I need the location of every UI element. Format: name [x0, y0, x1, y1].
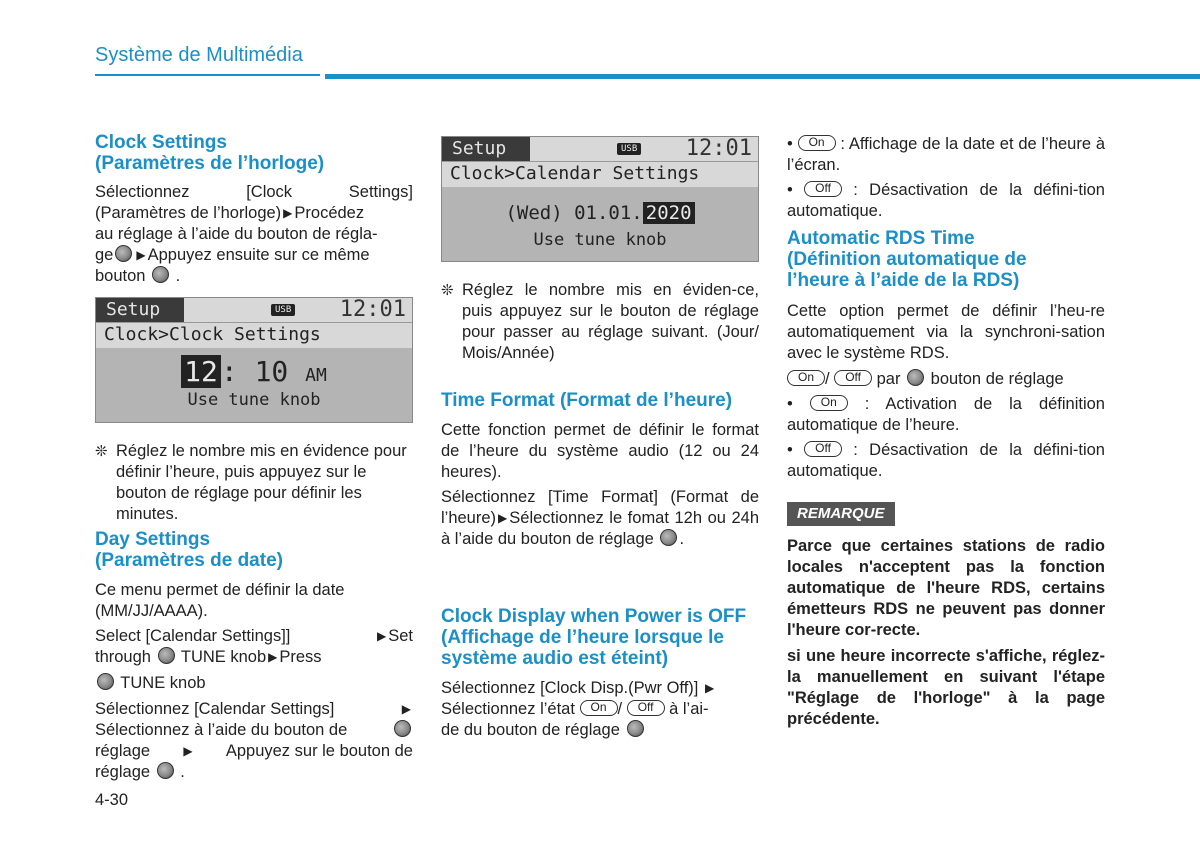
- day-text-4: TUNE knob: [120, 674, 206, 692]
- day-text-6: Sélectionnez à l’aide du bouton de: [95, 721, 348, 739]
- clock-text-line2: (Paramètres de l’horloge): [95, 204, 282, 222]
- clock-display-text-1: Sélectionnez [Clock Disp.(Pwr Off)]: [441, 679, 699, 697]
- clock-text-line5b: .: [175, 267, 181, 285]
- lcd-hour-highlight: 12: [181, 355, 221, 388]
- rds-heading-fr-2: l’heure à l’aide de la RDS): [787, 270, 1020, 291]
- day-settings-heading-fr: (Paramètres de date): [95, 550, 283, 571]
- rds-off-bullet: : Désactivation de la défini-tion automatique.: [787, 441, 1105, 480]
- lcd-clock-value: [96, 356, 412, 392]
- time-format-text-1: Cette fonction permet de définir le format de l’heure du système audio (12 ou 24 heures).: [441, 421, 759, 481]
- rds-slash: /: [825, 370, 830, 388]
- rds-on-bullet: : Activation de la définition automatique de l’heure.: [787, 395, 1105, 434]
- day-text-5: Sélectionnez [Calendar Settings]: [95, 700, 335, 718]
- remarque-text-1: Parce que certaines stations de radio locales n'acceptent pas la fonction automatique de l'heure RDS, certains émetteurs RDS ne peuvent pas donner l'heure cor-recte.: [787, 537, 1105, 639]
- right-triangle-icon: ▶: [136, 248, 146, 262]
- asterisk-note-icon: ❊: [95, 443, 108, 460]
- day-text-8b: .: [180, 763, 185, 781]
- asterisk-note-icon: ❊: [441, 282, 454, 299]
- off-button-icon: Off: [627, 700, 665, 716]
- lcd-usb-badge: USB: [617, 143, 641, 155]
- lcd-setup-label: Setup: [442, 137, 530, 161]
- right-triangle-icon: ▶: [401, 702, 411, 716]
- right-triangle-icon: ▶: [268, 650, 278, 664]
- tune-knob-icon: [627, 720, 644, 737]
- lcd-ampm: AM: [305, 365, 327, 386]
- lcd-date-value: [442, 201, 758, 225]
- header-rule-right: [325, 74, 1200, 79]
- lcd-date-prefix: (Wed) 01.01.: [505, 202, 643, 224]
- day-settings-heading: Day Settings: [95, 529, 211, 550]
- lcd-time: 12:01: [339, 297, 406, 322]
- lcd-menu-path: Clock>Calendar Settings: [442, 161, 758, 187]
- tune-knob-icon: [394, 720, 411, 737]
- day-text-3c: Press: [279, 648, 322, 666]
- right-triangle-icon: ▶: [183, 744, 193, 758]
- rds-text-bouton: bouton de réglage: [930, 370, 1064, 388]
- off-button-icon: Off: [804, 181, 842, 197]
- lcd-knob-hint: Use tune knob: [533, 230, 667, 250]
- right-triangle-icon: ▶: [283, 206, 293, 220]
- remarque-label: REMARQUE: [787, 502, 895, 526]
- lcd-colon: :: [220, 355, 238, 388]
- clock-note: Réglez le nombre mis en évidence pour définir l’heure, puis appuyez sur le bouton de réglage pour définir les minutes.: [116, 442, 407, 523]
- clock-display-text-2a: Sélectionnez l’état: [441, 700, 575, 718]
- right-triangle-icon: ▶: [704, 681, 715, 695]
- remarque-text-2: si une heure incorrecte s'affiche, réglez-la manuellement en suivant l'étape "Réglage de l'horloge" à la page précédente.: [787, 647, 1105, 728]
- rds-text-1: Cette option permet de définir l’heu-re automatiquement via la synchroni-sation avec le système RDS.: [787, 302, 1105, 362]
- day-text-2b: Set: [388, 627, 413, 645]
- clock-display-slash: /: [617, 700, 623, 718]
- calendar-note: Réglez le nombre mis en éviden-ce, puis appuyez sur le bouton de réglage pour passer au réglage suivant. (Jour/ Mois/Année): [462, 281, 759, 362]
- lcd-year-highlight: 2020: [643, 202, 695, 224]
- clock-settings-heading: Clock Settings: [95, 132, 227, 153]
- day-text-1: Ce menu permet de définir la date (MM/JJ/AAAA).: [95, 581, 345, 620]
- day-text-7b: Appuyez sur le bouton de: [225, 742, 413, 760]
- off-button-icon: Off: [834, 370, 872, 386]
- on-bullet-display: : Affichage de la date et de l’heure à l’écran.: [787, 135, 1105, 174]
- section-title: Système de Multimédia: [95, 44, 303, 66]
- time-format-text-2b: Sélectionnez le fomat 12h ou 24h à l’aide du bouton de réglage: [441, 509, 759, 548]
- clock-display-heading: Clock Display when Power is OFF: [441, 606, 747, 627]
- day-text-2a: Select [Calendar Settings]]: [95, 627, 291, 645]
- lcd-time: 12:01: [685, 136, 752, 161]
- on-button-icon: On: [580, 700, 618, 716]
- tune-knob-icon: [157, 762, 174, 779]
- time-format-text-2c: .: [679, 530, 685, 548]
- tune-knob-icon: [97, 673, 114, 690]
- lcd-clock-settings: [95, 297, 413, 423]
- clock-display-text-3: de du bouton de réglage: [441, 721, 620, 739]
- clock-text-line3: au réglage à l’aide du bouton de régla-: [95, 225, 378, 243]
- lcd-usb-badge: USB: [271, 304, 295, 316]
- off-bullet-display: : Désactivation de la défini-tion automatique.: [787, 181, 1105, 220]
- clock-text-line2b: Procédez: [294, 204, 365, 222]
- lcd-menu-path: Clock>Clock Settings: [96, 322, 412, 348]
- right-triangle-icon: ▶: [376, 629, 387, 643]
- clock-text-line1: Sélectionnez [Clock Settings]: [95, 183, 413, 201]
- right-triangle-icon: ▶: [498, 511, 508, 525]
- clock-settings-heading-fr: (Paramètres de l’horloge): [95, 153, 325, 174]
- lcd-knob-hint: Use tune knob: [187, 390, 321, 410]
- header-rule-left: [95, 74, 320, 76]
- clock-text-line4b: Appuyez ensuite sur ce même: [147, 246, 370, 264]
- lcd-setup-label: Setup: [96, 298, 184, 322]
- time-format-heading: Time Format (Format de l’heure): [441, 390, 733, 411]
- page-number: 4-30: [95, 791, 129, 809]
- on-button-icon: On: [810, 395, 848, 411]
- clock-text-line4a: ge: [95, 246, 114, 264]
- on-button-icon: On: [798, 135, 836, 151]
- clock-display-heading-fr-2: système audio est éteint): [441, 648, 669, 669]
- clock-text-line5a: bouton: [95, 267, 146, 285]
- tune-knob-icon: [152, 266, 169, 283]
- off-button-icon: Off: [804, 441, 842, 457]
- rds-heading-fr-1: (Définition automatique de: [787, 249, 1027, 270]
- day-text-7a: réglage: [95, 742, 151, 760]
- day-text-3a: through: [95, 648, 151, 666]
- clock-display-heading-fr-1: (Affichage de l’heure lorsque le: [441, 627, 724, 648]
- day-text-3b: TUNE knob: [180, 648, 267, 666]
- tune-knob-icon: [115, 245, 132, 262]
- tune-knob-icon: [907, 369, 924, 386]
- tune-knob-icon: [660, 529, 677, 546]
- day-text-8a: réglage: [95, 763, 151, 781]
- rds-heading: Automatic RDS Time: [787, 228, 975, 249]
- clock-display-text-2c: à l’ai-: [669, 700, 709, 718]
- tune-knob-icon: [158, 647, 175, 664]
- rds-text-par: par: [876, 370, 901, 388]
- time-format-text-2a: Sélectionnez [Time Format] (Format de l’heure): [441, 488, 759, 527]
- lcd-calendar-settings: [441, 136, 759, 262]
- lcd-minutes: 10: [254, 355, 289, 388]
- on-button-icon: On: [787, 370, 825, 386]
